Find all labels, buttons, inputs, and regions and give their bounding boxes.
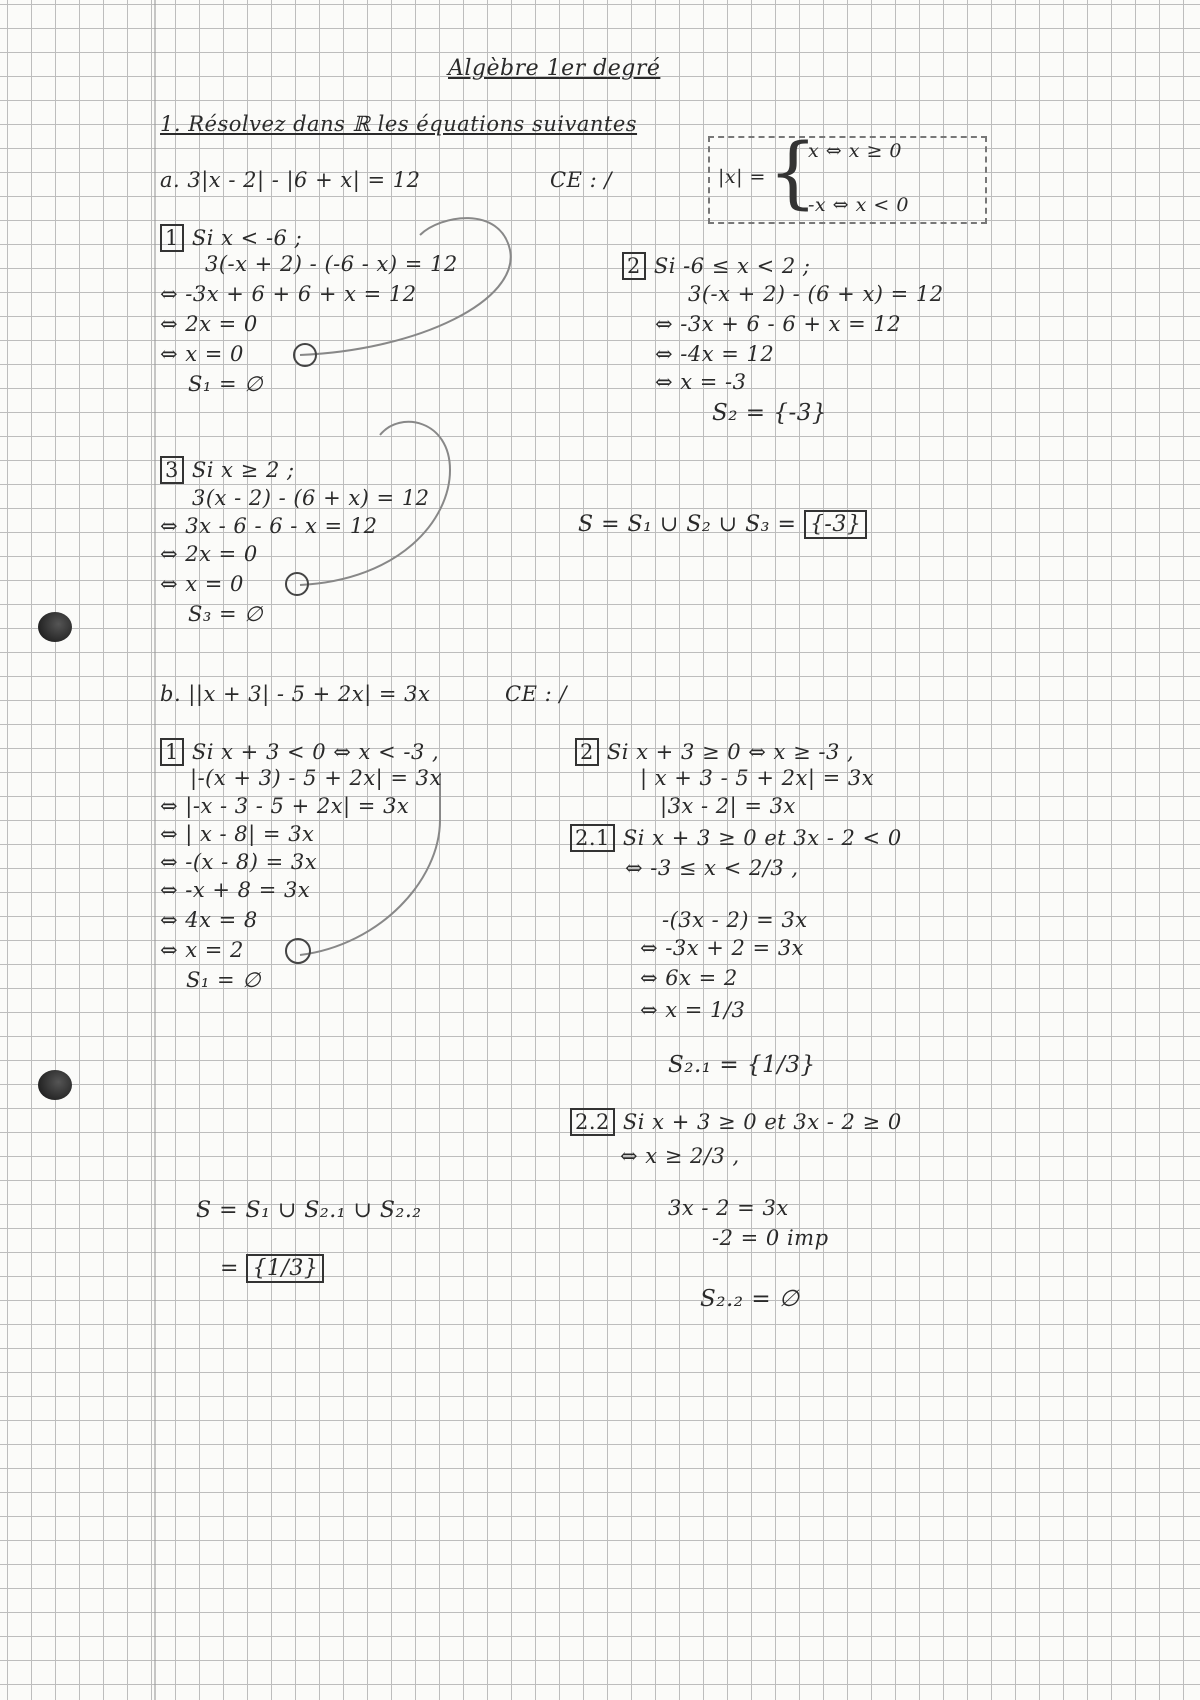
b-case2-line: |3x - 2| = 3x: [660, 794, 796, 818]
b-case1-line: Si x + 3 < 0 ⇔ x < -3 ,: [191, 740, 440, 764]
case-tag: 1: [160, 224, 184, 252]
a-case3-header: [160, 456, 295, 484]
b-case22-line: ⇔ x ≥ 2/3 ,: [620, 1144, 740, 1168]
a-case1-line: ⇔ -3x + 6 + 6 + x = 12: [160, 282, 417, 306]
case-tag: 2: [622, 252, 646, 280]
circled-zero: [294, 344, 316, 366]
b-case1-solution: S₁ = ∅: [186, 968, 262, 992]
a-case2-line: ⇔ -3x + 6 - 6 + x = 12: [655, 312, 902, 336]
a-final-lhs: S = S₁ ∪ S₂ ∪ S₃ =: [578, 512, 797, 537]
case-tag: 2.1: [570, 824, 615, 852]
b-case22-line: -2 = 0 imp: [712, 1226, 829, 1250]
a-case2-line: 3(-x + 2) - (6 + x) = 12: [688, 282, 944, 306]
case-tag: 1: [160, 738, 184, 766]
b-case1-line: |-(x + 3) - 5 + 2x| = 3x: [190, 766, 442, 790]
b-final-answer: {1/3}: [246, 1254, 324, 1283]
b-case1-line: ⇔ -(x - 8) = 3x: [160, 850, 318, 874]
b-case21-line: ⇔ -3 ≤ x < 2/3 ,: [625, 856, 799, 880]
case-tag: 3: [160, 456, 184, 484]
b-case1-line: ⇔ 4x = 8: [160, 908, 258, 932]
margin-line: [154, 0, 156, 1700]
condition-a: CE : /: [550, 168, 612, 192]
equation-a: a. 3|x - 2| - |6 + x| = 12: [160, 168, 421, 192]
abs-def-case2: -x ⇔ x < 0: [808, 194, 909, 216]
circled-zero: [286, 573, 308, 595]
a-case3-line: ⇔ 2x = 0: [160, 542, 258, 566]
a-case2-line: ⇔ x = -3: [655, 370, 747, 394]
condition-b: CE : /: [505, 682, 567, 706]
equation-b: b. ||x + 3| - 5 + 2x| = 3x: [160, 682, 431, 706]
punch-hole-icon: [38, 1070, 72, 1100]
b-case21-line: ⇔ x = 1/3: [640, 998, 746, 1022]
b-case21-line: -(3x - 2) = 3x: [662, 908, 808, 932]
abs-def-lhs: |x| =: [718, 166, 766, 188]
a-case2-line: ⇔ -4x = 12: [655, 342, 775, 366]
b-case21-line: Si x + 3 ≥ 0 et 3x - 2 < 0: [622, 826, 902, 850]
a-final-solution: [578, 512, 867, 537]
b-final-eq: =: [220, 1256, 239, 1281]
punch-hole-icon: [38, 612, 72, 642]
circled-two: [286, 939, 310, 963]
case-tag: 2: [575, 738, 599, 766]
b-final-solution: [220, 1256, 324, 1281]
a-case3-line: ⇔ 3x - 6 - 6 - x = 12: [160, 514, 378, 538]
a-case1-line: ⇔ 2x = 0: [160, 312, 258, 336]
b-case21-solution: S₂.₁ = {1/3}: [668, 1052, 816, 1078]
b-final-lhs: S = S₁ ∪ S₂.₁ ∪ S₂.₂: [196, 1198, 422, 1223]
a-case1-line: Si x < -6 ;: [191, 226, 303, 250]
a-case3-solution: S₃ = ∅: [188, 602, 264, 626]
b-case21-line: ⇔ 6x = 2: [640, 966, 738, 990]
brace-icon: {: [768, 128, 818, 218]
a-case3-line: ⇔ x = 0: [160, 572, 244, 596]
a-case1-solution: S₁ = ∅: [188, 372, 264, 396]
a-case2-solution: S₂ = {-3}: [712, 400, 828, 426]
a-case3-line: Si x ≥ 2 ;: [191, 458, 295, 482]
a-case1-header: [160, 224, 302, 252]
b-case2-line: | x + 3 - 5 + 2x| = 3x: [640, 766, 875, 790]
a-case1-line: ⇔ x = 0: [160, 342, 244, 366]
b-case1-line: ⇔ |-x - 3 - 5 + 2x| = 3x: [160, 794, 410, 818]
a-final-answer: {-3}: [804, 510, 867, 539]
a-case2-header: [622, 252, 810, 280]
case-tag: 2.2: [570, 1108, 615, 1136]
b-case22-line: Si x + 3 ≥ 0 et 3x - 2 ≥ 0: [622, 1110, 902, 1134]
b-case2-header: [575, 738, 854, 766]
exercise-question: 1. Résolvez dans ℝ les équations suivantes: [160, 112, 638, 136]
b-case1-line: ⇔ -x + 8 = 3x: [160, 878, 311, 902]
b-case2-line: Si x + 3 ≥ 0 ⇔ x ≥ -3 ,: [606, 740, 855, 764]
b-case22-line: 3x - 2 = 3x: [668, 1196, 789, 1220]
a-case2-line: Si -6 ≤ x < 2 ;: [653, 254, 811, 278]
b-case22-header: [570, 1108, 902, 1136]
a-case3-line: 3(x - 2) - (6 + x) = 12: [192, 486, 430, 510]
b-case21-line: ⇔ -3x + 2 = 3x: [640, 936, 805, 960]
abs-def-case1: x ⇔ x ≥ 0: [808, 140, 903, 162]
b-case1-line: ⇔ x = 2: [160, 938, 244, 962]
page-title: Algèbre 1er degré: [448, 56, 661, 81]
b-case1-header: [160, 738, 439, 766]
b-case21-header: [570, 824, 902, 852]
b-case1-line: ⇔ | x - 8| = 3x: [160, 822, 315, 846]
a-case1-line: 3(-x + 2) - (-6 - x) = 12: [205, 252, 458, 276]
b-case22-solution: S₂.₂ = ∅: [700, 1286, 800, 1312]
